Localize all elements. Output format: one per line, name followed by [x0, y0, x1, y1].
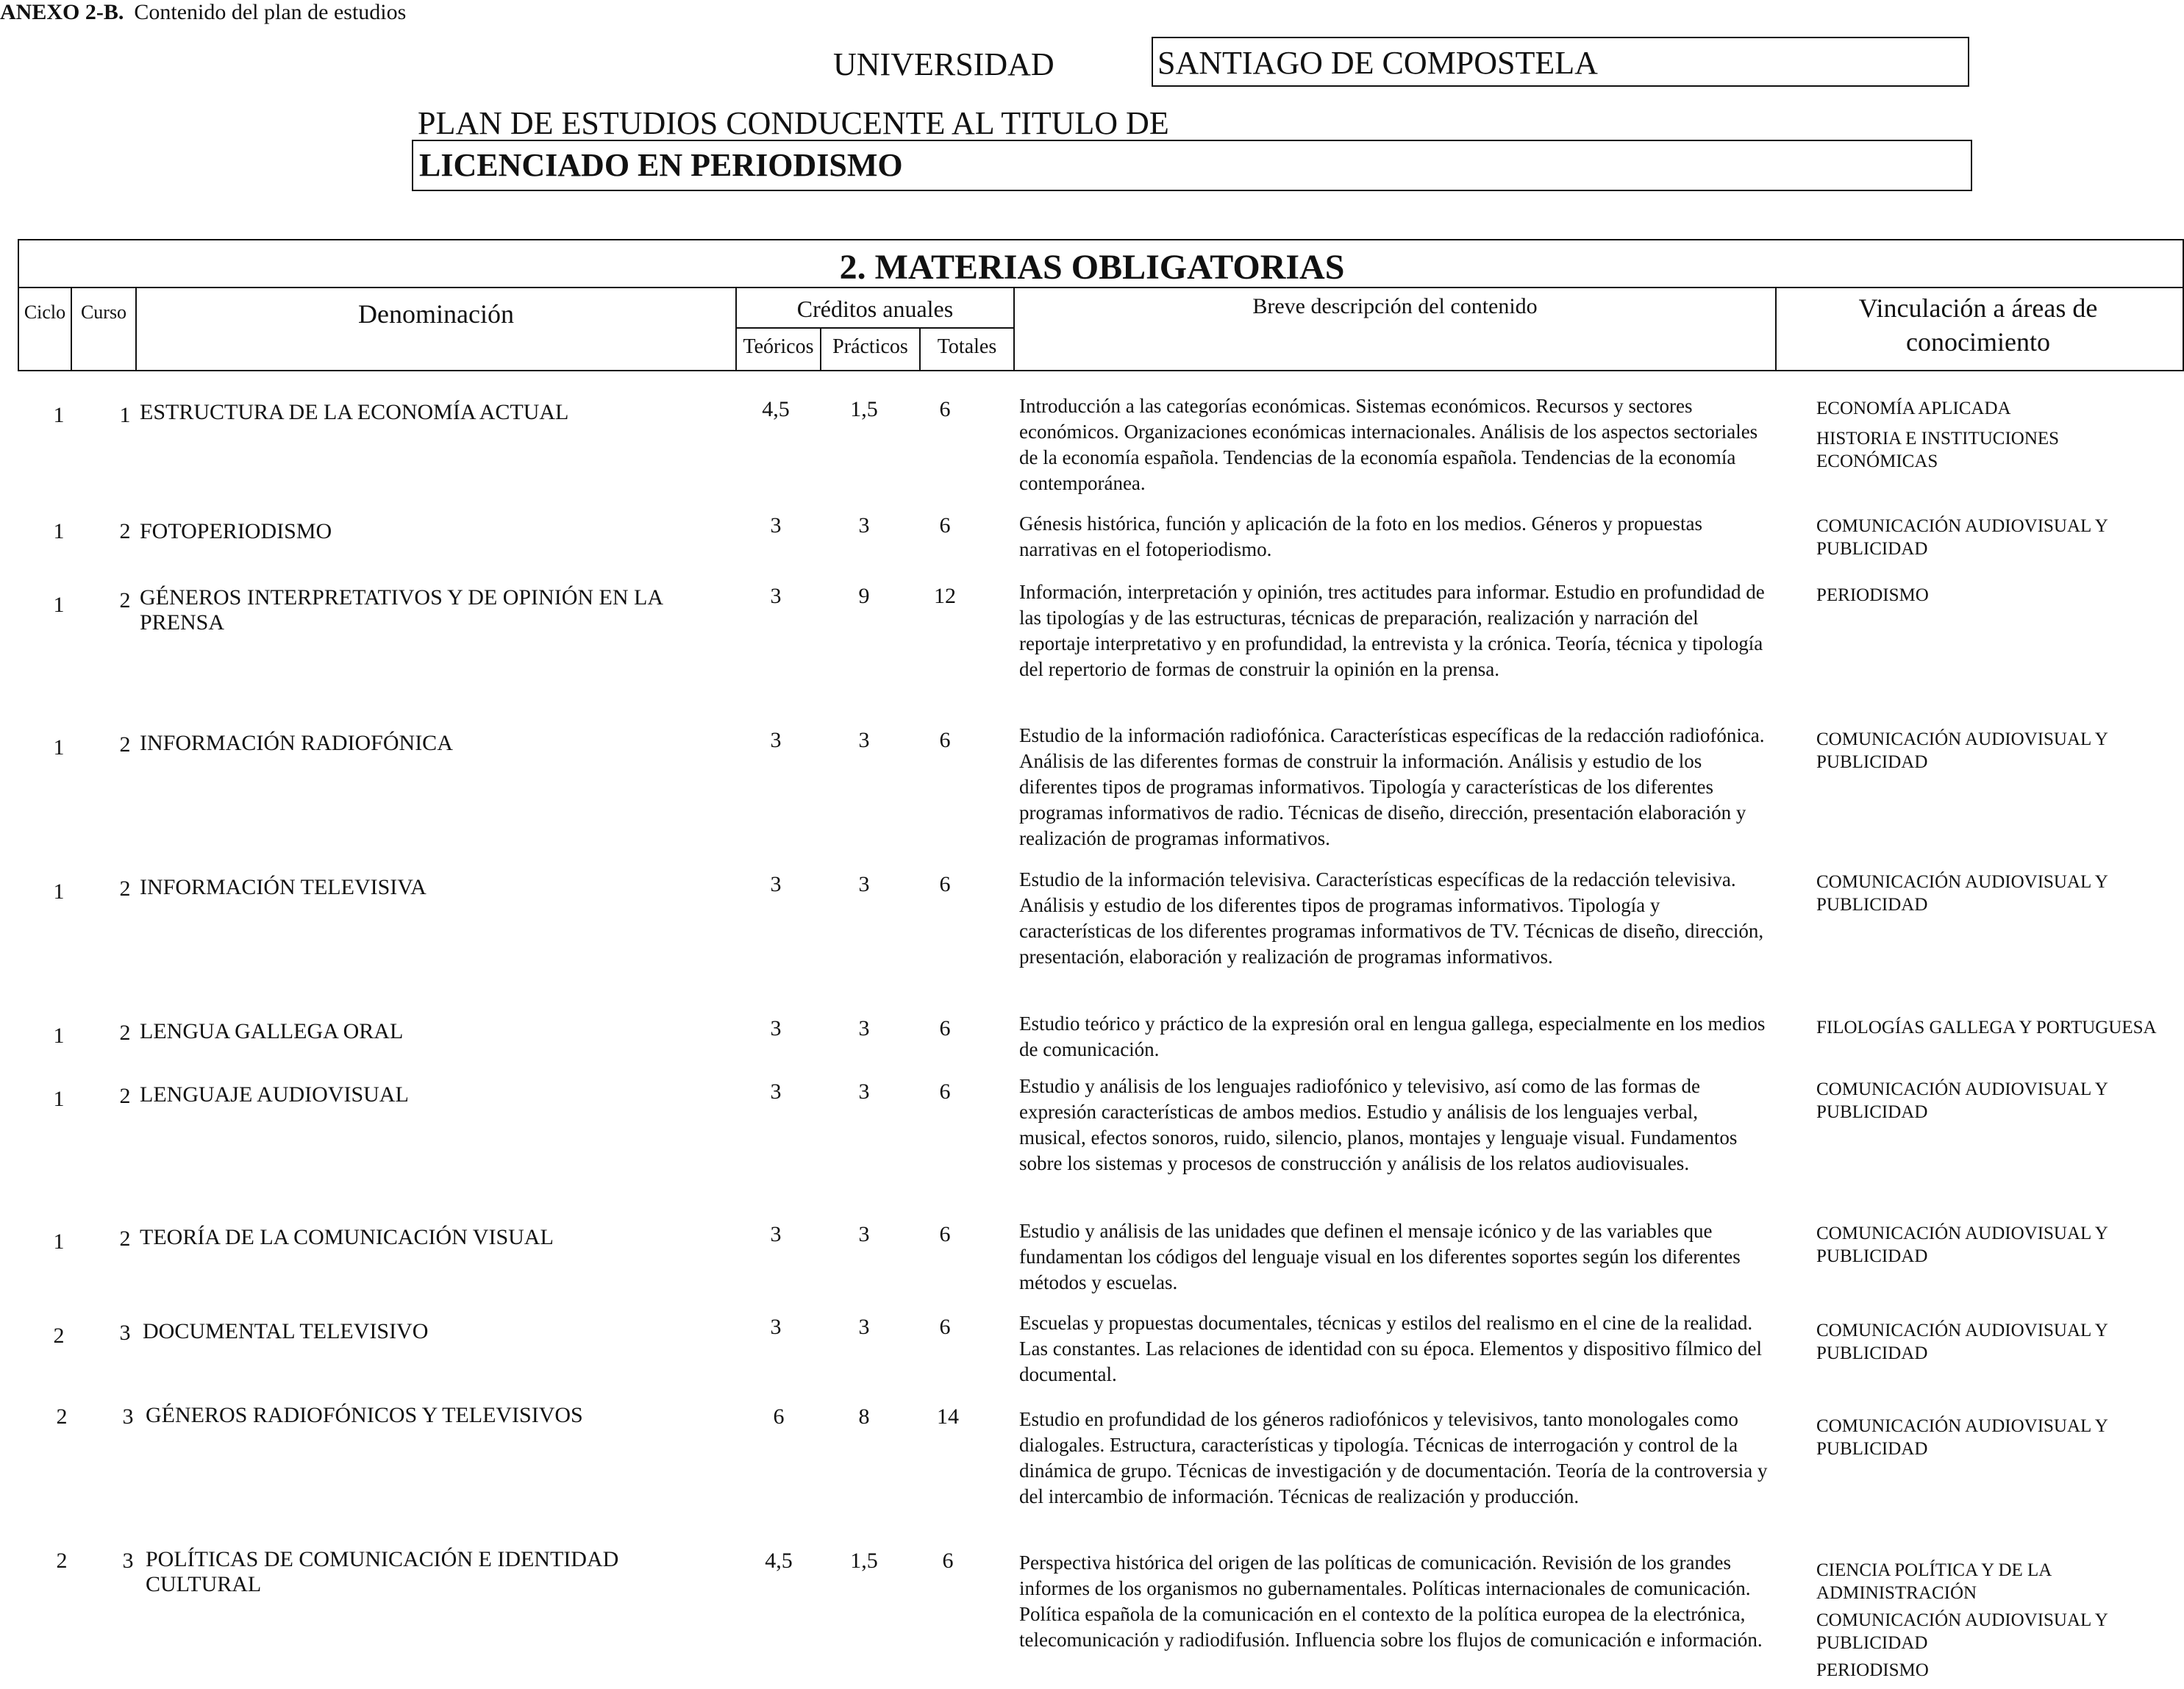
row-subject: INFORMACIÓN TELEVISIVA: [140, 875, 427, 899]
row-practicos: 9: [858, 584, 870, 608]
row-teoricos: 3: [770, 1315, 782, 1339]
row-areas: [1816, 871, 2184, 924]
row-totales: 6: [939, 513, 951, 538]
row-practicos: 3: [858, 513, 870, 538]
row-teoricos: 4,5: [762, 397, 790, 421]
row-description: Estudio de la información radiofónica. Características específicas de la redacción radiofónica. Análisis de las diferentes formas de construir la información. Análisis y estudio de los diferentes tipos de programas informativos. Tipología y características de los diferentes programas informativos de radio. Técnicas de diseño, dirección, presentación elaboración y realización de programas informativos.: [1019, 724, 1765, 849]
row-totales: 6: [939, 1315, 951, 1339]
row-totales: 12: [934, 584, 956, 608]
row-description: Estudio en profundidad de los géneros radiofónicos y televisivos, tanto monologales como dialogales. Estructura, características y tipología. Técnicas de interrogación y control de la dinámica de grupo. Técnicas de investigación y de documentación. Teoría de la controversia y del intercambio de información. Técnicas de realización y producción.: [1019, 1408, 1768, 1507]
col-sep: [71, 287, 72, 371]
header-totales: Totales: [937, 335, 997, 358]
row-totales: 6: [939, 1222, 951, 1246]
header-curso: Curso: [80, 301, 127, 323]
row-ciclo: 2: [53, 1324, 65, 1348]
row-subject: INFORMACIÓN RADIOFÓNICA: [140, 731, 453, 755]
area-item: COMUNICACIÓN AUDIOVISUAL Y PUBLICIDAD: [1816, 1416, 2108, 1459]
row-ciclo: 1: [53, 593, 65, 617]
row-areas: [1816, 397, 2184, 480]
row-description: Estudio de la información televisiva. Características específicas de la redacción televisiva. Análisis y estudio de los diferentes tipos de programas informativos. Tipología y características de los diferentes programas informativos de TV. Técnicas de diseño, dirección, presentación, elaboración y realización de programas informativos.: [1019, 868, 1764, 968]
row-areas: [1816, 515, 2184, 568]
header-practicos: Prácticos: [832, 335, 908, 358]
row-curso: 2: [119, 732, 131, 757]
row-curso: 2: [119, 876, 131, 901]
area-item: COMUNICACIÓN AUDIOVISUAL Y PUBLICIDAD: [1816, 872, 2108, 915]
annex-heading: [0, 0, 406, 25]
annex-text: Contenido del plan de estudios: [134, 0, 407, 24]
row-subject: POLÍTICAS DE COMUNICACIÓN E IDENTIDAD CULTURAL: [146, 1547, 619, 1596]
row-ciclo: 1: [53, 403, 65, 427]
area-item: HISTORIA E INSTITUCIONES ECONÓMICAS: [1816, 429, 2060, 471]
row-subject: TEORÍA DE LA COMUNICACIÓN VISUAL: [140, 1225, 554, 1249]
area-item: PERIODISMO: [1816, 585, 1929, 605]
row-curso: 2: [119, 1084, 131, 1108]
row-totales: 6: [939, 1079, 951, 1104]
row-areas: [1816, 1319, 2184, 1372]
row-curso: 1: [119, 403, 131, 427]
row-ciclo: 1: [53, 1087, 65, 1111]
row-practicos: 3: [858, 1016, 870, 1040]
row-totales: 14: [937, 1404, 959, 1429]
row-areas: [1816, 1559, 2184, 1689]
row-teoricos: 3: [770, 872, 782, 896]
row-subject: LENGUAJE AUDIOVISUAL: [140, 1082, 409, 1107]
row-curso: 2: [119, 1226, 131, 1251]
col-sep: [1775, 287, 1777, 371]
row-practicos: 3: [858, 1079, 870, 1104]
row-areas: [1816, 1222, 2184, 1275]
row-teoricos: 3: [770, 513, 782, 538]
row-ciclo: 2: [56, 1549, 68, 1573]
row-ciclo: 1: [53, 879, 65, 904]
row-areas: [1816, 1078, 2184, 1131]
row-areas: [1816, 1415, 2184, 1468]
header-divider: [18, 287, 2184, 288]
row-subject: DOCUMENTAL TELEVISIVO: [143, 1319, 429, 1343]
row-teoricos: 3: [770, 584, 782, 608]
row-subject: GÉNEROS RADIOFÓNICOS Y TELEVISIVOS: [146, 1403, 583, 1427]
area-item: COMUNICACIÓN AUDIOVISUAL Y PUBLICIDAD: [1816, 1610, 2108, 1653]
row-ciclo: 1: [53, 735, 65, 760]
header-denominacion: Denominación: [358, 299, 514, 329]
row-curso: 2: [119, 1021, 131, 1045]
university-label: UNIVERSIDAD: [833, 46, 1054, 82]
row-description: Introducción a las categorías económicas. Sistemas económicos. Recursos y sectores económicos. Organizaciones económicas internacionales. Análisis de los aspectos sectoriales de la economía española. Tendencias de la economía española. Tendencias de la economía contemporánea.: [1019, 395, 1758, 494]
row-areas: [1816, 728, 2184, 781]
row-teoricos: 6: [773, 1404, 785, 1429]
row-ciclo: 1: [53, 519, 65, 543]
university-name-box: SANTIAGO DE COMPOSTELA: [1152, 37, 1969, 87]
row-curso: 3: [122, 1404, 134, 1429]
area-item: ECONOMÍA APLICADA: [1816, 399, 2011, 418]
row-teoricos: 3: [770, 1079, 782, 1104]
row-description: Información, interpretación y opinión, tres actitudes para informar. Estudio en profundidad de las tipologías y de las estructuras, técnicas de preparación, realización y narración del reportaje interpretativo y en profundidad, la entrevista y la crónica. Teoría, técnica y tipología del repertorio de formas de construir la opinión en la prensa.: [1019, 581, 1765, 680]
plan-label: PLAN DE ESTUDIOS CONDUCENTE AL TITULO DE: [418, 105, 1169, 141]
row-teoricos: 3: [770, 1222, 782, 1246]
row-curso: 3: [119, 1321, 131, 1345]
row-practicos: 3: [858, 1222, 870, 1246]
row-subject: LENGUA GALLEGA ORAL: [140, 1019, 404, 1043]
row-teoricos: 4,5: [765, 1549, 793, 1573]
row-teoricos: 3: [770, 728, 782, 752]
area-item: COMUNICACIÓN AUDIOVISUAL Y PUBLICIDAD: [1816, 729, 2108, 772]
row-ciclo: 1: [53, 1024, 65, 1048]
row-teoricos: 3: [770, 1016, 782, 1040]
header-ciclo: Ciclo: [24, 301, 66, 323]
annex-label: ANEXO 2-B.: [0, 0, 124, 24]
section-title: 2. MATERIAS OBLIGATORIAS: [839, 248, 1345, 287]
row-practicos: 3: [858, 872, 870, 896]
row-totales: 6: [939, 872, 951, 896]
area-item: COMUNICACIÓN AUDIOVISUAL Y PUBLICIDAD: [1816, 1079, 2108, 1122]
row-totales: 6: [942, 1549, 954, 1573]
degree-title-box: LICENCIADO EN PERIODISMO: [412, 140, 1972, 191]
header-descripcion: Breve descripción del contenido: [1252, 294, 1538, 318]
row-curso: 2: [119, 588, 131, 613]
row-ciclo: 1: [53, 1229, 65, 1254]
row-practicos: 3: [858, 1315, 870, 1339]
area-item: COMUNICACIÓN AUDIOVISUAL Y PUBLICIDAD: [1816, 1224, 2108, 1266]
row-subject: ESTRUCTURA DE LA ECONOMÍA ACTUAL: [140, 400, 569, 424]
row-description: Perspectiva histórica del origen de las políticas de comunicación. Revisión de los grandes informes de los organismos no gubernamentales. Políticas internacionales de comunicación. Política española de la comunicación en el contexto de la política europea de la electrónica, telecomunicación y radiodifusión. Influencia sobre los flujos de comunicación e información.: [1019, 1551, 1763, 1651]
area-item: FILOLOGÍAS GALLEGA Y PORTUGUESA: [1816, 1018, 2157, 1038]
row-totales: 6: [939, 397, 951, 421]
area-item: PERIODISMO: [1816, 1660, 1929, 1680]
row-areas: [1816, 1016, 2184, 1046]
row-totales: 6: [939, 728, 951, 752]
header-creditos: Créditos anuales: [796, 296, 954, 322]
credits-subdivider: [735, 327, 1013, 329]
row-ciclo: 2: [56, 1404, 68, 1429]
row-curso: 2: [119, 519, 131, 543]
row-practicos: 3: [858, 728, 870, 752]
row-curso: 3: [122, 1549, 134, 1573]
area-item: COMUNICACIÓN AUDIOVISUAL Y PUBLICIDAD: [1816, 516, 2108, 559]
row-description: Génesis histórica, función y aplicación de la foto en los medios. Géneros y propuestas narrativas en el fotoperiodismo.: [1019, 513, 1703, 560]
row-description: Estudio teórico y práctico de la expresión oral en lengua gallega, especialmente en los medios de comunicación.: [1019, 1013, 1766, 1060]
row-description: Estudio y análisis de los lenguajes radiofónico y televisivo, así como de las formas de expresión características de ambos medios. Estudio y análisis de los lenguajes verbal, musical, efectos sonoros, ruido, silencio, planos, montajes y lenguaje visual. Fundamentos sobre los sistemas y procesos de construcción y análisis de los relatos audiovisuales.: [1019, 1075, 1738, 1174]
row-description: Escuelas y propuestas documentales, técnicas y estilos del realismo en el cine de la realidad. Las constantes. Las relaciones de identidad con su época. Elementos y dispositivo fílmico del documental.: [1019, 1312, 1762, 1385]
row-totales: 6: [939, 1016, 951, 1040]
row-subject: GÉNEROS INTERPRETATIVOS Y DE OPINIÓN EN LA PRENSA: [140, 585, 663, 635]
row-description: Estudio y análisis de las unidades que definen el mensaje icónico y de las variables que fundamentan los códigos del lenguaje visual en los diferentes soportes según los diferentes métodos y escuelas.: [1019, 1220, 1741, 1293]
row-areas: [1816, 584, 2184, 614]
row-practicos: 1,5: [850, 397, 878, 421]
row-practicos: 8: [858, 1404, 870, 1429]
area-item: COMUNICACIÓN AUDIOVISUAL Y PUBLICIDAD: [1816, 1321, 2108, 1363]
header-vinculacion: Vinculación a áreas de conocimiento: [1858, 293, 2098, 357]
area-item: CIENCIA POLÍTICA Y DE LA ADMINISTRACIÓN: [1816, 1560, 2051, 1603]
row-subject: FOTOPERIODISMO: [140, 519, 332, 543]
row-practicos: 1,5: [850, 1549, 878, 1573]
header-teoricos: Teóricos: [743, 335, 814, 358]
